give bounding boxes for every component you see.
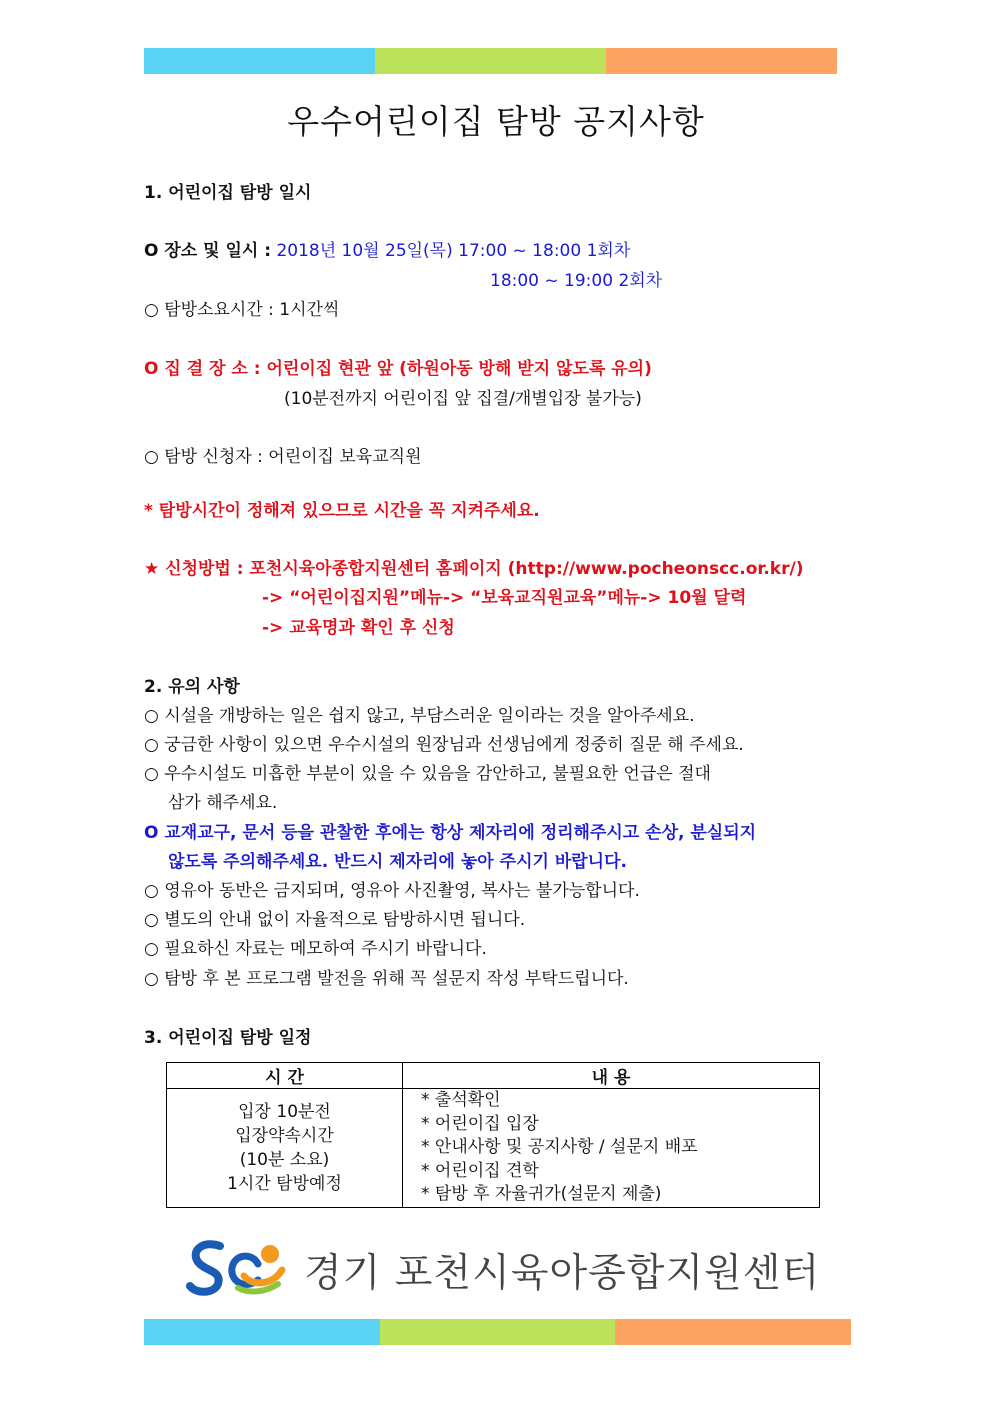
logo-mark-icon (186, 1236, 298, 1300)
caution-item: ○ 필요하신 자료는 메모하여 주시기 바랍니다. (144, 939, 487, 959)
caution-item-highlight-continuation: 않도록 주의해주세요. 반드시 제자리에 놓아 주시기 바랍니다. (168, 852, 627, 872)
caution-item: ○ 궁금한 사항이 있으면 우수시설의 원장님과 선생님에게 정중히 질문 해 주세요. (144, 735, 744, 755)
schedule-content-cell (403, 1089, 820, 1208)
bottom-color-bar (144, 1319, 851, 1345)
logo-text: 경기 포천시육아종합지원센터 (304, 1251, 821, 1296)
bottom-bar-lime-segment (380, 1319, 616, 1345)
col-time-header: 시 간 (167, 1063, 403, 1089)
time-note-line: * 탐방시간이 정해져 있으므로 시간을 꼭 지켜주세요. (144, 501, 540, 521)
top-bar-lime-segment (375, 48, 606, 74)
venue-value-1: 2018년 10월 25일(목) 17:00 ~ 18:00 1회차 (276, 241, 631, 261)
venue-value-2: 18:00 ~ 19:00 2회차 (490, 271, 663, 291)
time-line: 입장 10분전 (238, 1101, 331, 1122)
top-bar-cyan-segment (144, 48, 375, 74)
meeting-place-line: O 집 결 장 소 : 어린이집 현관 앞 (하원아동 방해 받지 않도록 유의) (144, 359, 652, 379)
caution-item: ○ 우수시설도 미흡한 부분이 있을 수 있음을 감안하고, 불필요한 언급은 절대 (144, 764, 711, 784)
venue-label: O 장소 및 일시 : (144, 241, 272, 261)
bottom-bar-orange-segment (615, 1319, 851, 1345)
caution-item-highlight: O 교재교구, 문서 등을 관찰한 후에는 항상 제자리에 정리해주시고 손상, 분실되지 (144, 823, 757, 843)
content-line: * 안내사항 및 공지사항 / 설문지 배포 (421, 1137, 698, 1157)
venue-line (144, 240, 630, 262)
schedule-header-row (167, 1063, 820, 1089)
content-line: * 어린이집 견학 (421, 1160, 539, 1181)
col-content-header: 내 용 (403, 1063, 820, 1089)
time-line: (10분 소요) (239, 1149, 330, 1170)
section3-heading: 3. 어린이집 탐방 일정 (144, 1028, 312, 1048)
time-line: 1시간 탐방예정 (227, 1173, 342, 1194)
caution-item: ○ 영유아 동반은 금지되며, 영유아 사진촬영, 복사는 불가능합니다. (144, 881, 640, 901)
content-line: * 출석확인 (421, 1090, 501, 1110)
caution-item: ○ 시설을 개방하는 일은 쉽지 않고, 부담스러운 일이라는 것을 알아주세요. (144, 706, 695, 726)
caution-item: ○ 탐방 후 본 프로그램 발전을 위해 꼭 설문지 작성 부탁드립니다. (144, 969, 629, 989)
apply-method-line-1: ★ 신청방법 : 포천시육아종합지원센터 홈페이지 (http://www.pocheonscc.or.kr/) (144, 559, 804, 579)
center-logo (186, 1236, 826, 1300)
section1-heading: 1. 어린이집 탐방 일시 (144, 183, 312, 203)
top-color-bar (144, 48, 837, 74)
applicant-line: ○ 탐방 신청자 : 어린이집 보육교직원 (144, 447, 422, 467)
content-line: * 탐방 후 자율귀가(설문지 제출) (421, 1184, 662, 1204)
meeting-note-line: (10분전까지 어린이집 앞 집결/개별입장 불가능) (284, 389, 642, 409)
section2-heading: 2. 유의 사항 (144, 677, 240, 697)
apply-method-line-3: -> 교육명과 확인 후 신청 (262, 618, 455, 638)
schedule-table (166, 1062, 820, 1208)
content-line: * 어린이집 입장 (421, 1113, 539, 1134)
schedule-time-cell (167, 1089, 403, 1208)
apply-method-line-2: -> “어린이집지원”메뉴-> “보육교직원교육”메뉴-> 10월 달력 (262, 588, 747, 608)
top-bar-orange-segment (606, 48, 837, 74)
duration-line: ○ 탐방소요시간 : 1시간씩 (144, 300, 340, 320)
page-title: 우수어린이집 탐방 공지사항 (287, 102, 705, 141)
caution-item-continuation: 삼가 해주세요. (168, 793, 278, 813)
schedule-row (167, 1089, 820, 1208)
bottom-bar-cyan-segment (144, 1319, 380, 1345)
time-line: 입장약속시간 (235, 1125, 334, 1146)
caution-item: ○ 별도의 안내 없이 자율적으로 탐방하시면 됩니다. (144, 910, 526, 930)
